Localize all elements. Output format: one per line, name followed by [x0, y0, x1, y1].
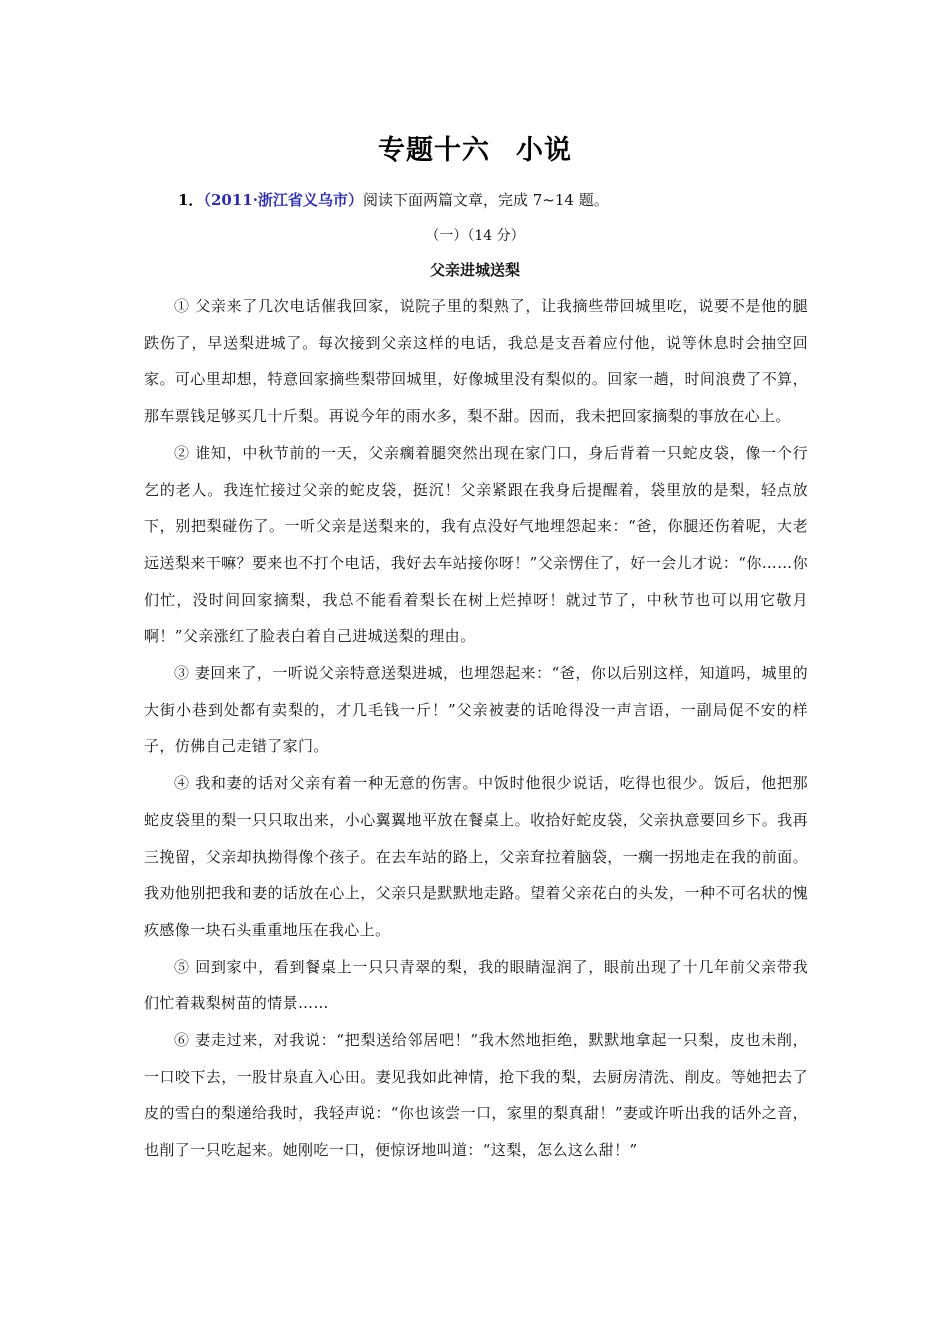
page-title [0, 128, 950, 167]
source-close-paren: ） [347, 191, 363, 209]
question-number: 1． [178, 191, 204, 209]
question-source: 2011·浙江省义乌市 [210, 191, 348, 209]
article-title: 父亲进城送梨 [429, 261, 520, 279]
title-main: 专题十六 [378, 135, 490, 166]
section-label: （一）（14 分） [425, 228, 525, 244]
question-instruction: 阅读下面两篇文章，完成 7~14 题。 [362, 191, 609, 209]
paragraph-4: ④ 我和妻的话对父亲有着一种无意的伤害。中饭时他很少说话，吃得也很少。饭后，他把那蛇皮袋里的梨一只只取出来，小心翼翼地平放在餐桌上。收拾好蛇皮袋，父亲执意要回乡下。我再三挽留，父亲却执拗得像个孩子。在去车站的路上，父亲耷拉着脑袋，一瘸一拐地走在我的前面。我劝他别把我和妻的话放在心上，父亲只是默默地走路。望着父亲花白的头发，一种不可名状的愧疚感像一块石头重重地压在我心上。 [144, 774, 808, 939]
paragraph-1: ① 父亲来了几次电话催我回家，说院子里的梨熟了，让我摘些带回城里吃，说要不是他的腿跌伤了，早送梨进城了。每次接到父亲这样的电话，我总是支吾着应付他，说等休息时会抽空回家。可心里却想，特意回家摘些梨带回城里，好像城里没有梨似的。回家一趟，时间浪费了不算，那车票钱足够买几十斤梨。再说今年的雨水多，梨不甜。因而，我未把回家摘梨的事放在心上。 [144, 297, 808, 426]
paragraph-5: ⑤ 回到家中，看到餐桌上一只只青翠的梨，我的眼睛湿润了，眼前出现了十几年前父亲带我们忙着栽梨树苗的情景…… [144, 957, 808, 1013]
source-open-paren: （ [203, 191, 211, 209]
title-sub: 小说 [516, 135, 572, 166]
question-line [178, 190, 609, 210]
article-body [144, 288, 808, 1169]
paragraph-2: ② 谁知，中秋节前的一天，父亲瘸着腿突然出现在家门口，身后背着一只蛇皮袋，像一个行乞的老人。我连忙接过父亲的蛇皮袋，挺沉！父亲紧跟在我身后提醒着，袋里放的是梨，轻点放下，别把梨碰伤了。一听父亲是送梨来的，我有点没好气地埋怨起来：“爸，你腿还伤着呢，大老远送梨来干嘛？要来也不打个电话，我好去车站接你呀！”父亲愣住了，好一会儿才说：“你……你们忙，没时间回家摘梨，我总不能看着梨长在树上烂掉呀！就过节了，中秋节也可以用它敬月啊！”父亲涨红了脸表白着自己进城送梨的理由。 [144, 443, 808, 646]
paragraph-3: ③ 妻回来了，一听说父亲特意送梨进城，也埋怨起来：“爸，你以后别这样，知道吗，城里的大街小巷到处都有卖梨的，才几毛钱一斤！”父亲被妻的话呛得没一声言语，一副局促不安的样子，仿佛自己走错了家门。 [144, 664, 808, 756]
paragraph-6: ⑥ 妻走过来，对我说：“把梨送给邻居吧！”我木然地拒绝，默默地拿起一只梨，皮也未削，一口咬下去，一股甘泉直入心田。妻见我如此神情，抢下我的梨，去厨房清洗、削皮。等她把去了皮的雪白的梨递给我时，我轻声说：“你也该尝一口，家里的梨真甜！”妻或许听出我的话外之音，也削了一只吃起来。她刚吃一口，便惊讶地叫道：“这梨，怎么这么甜！” [144, 1031, 808, 1160]
